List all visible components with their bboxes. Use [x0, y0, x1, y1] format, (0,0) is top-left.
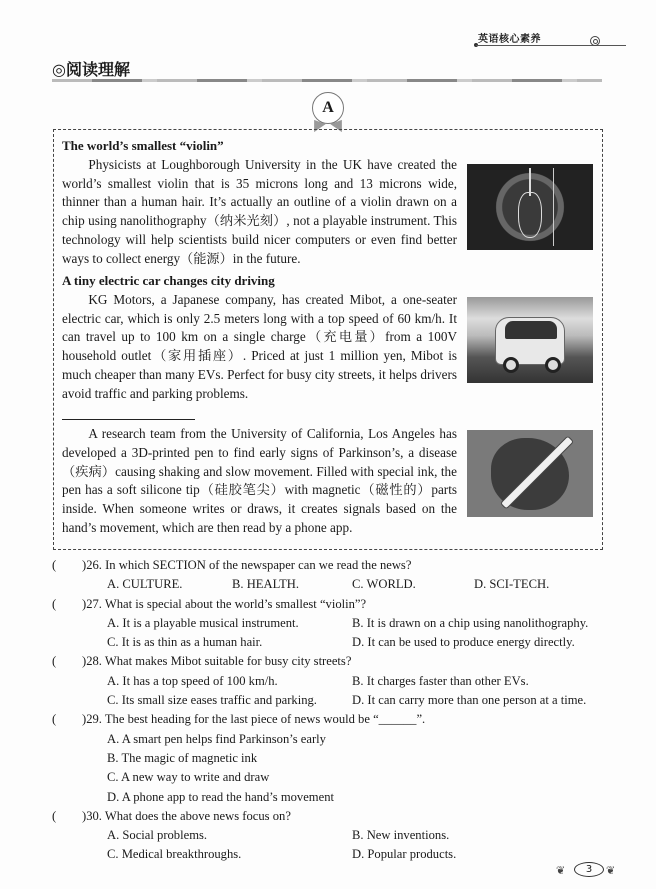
- option-b: B. HEALTH.: [232, 577, 300, 592]
- missing-heading-blank: [62, 419, 195, 420]
- article-body: Physicists at Loughborough University in the UK have created the world’s smallest violin that is 35 microns long and 13 microns wide, thinner than a human hair. It’s actually an outline of a violin drawn on a chip using nanolithography（纳米光刻）, not a playable instrument. This technology will help scientists build nicer computers or even find better ways to collect energy（能源）in the future.: [62, 156, 457, 266]
- question-list: [52, 556, 612, 865]
- question-stem: )28. What makes Mibot suitable for busy city streets?: [82, 654, 352, 669]
- violin-micrograph-image: [467, 164, 593, 250]
- page-number: 3: [574, 862, 604, 877]
- floral-ornament-icon: ❦: [556, 864, 566, 877]
- article-smart-pen: [62, 425, 457, 538]
- option-a: A. It has a top speed of 100 km/h.: [107, 673, 278, 688]
- option-d: D. It can carry more than one person at a time.: [352, 693, 587, 708]
- question-stem: )29. The best heading for the last piece of news would be “______”.: [82, 712, 426, 727]
- option-d: D. A phone app to read the hand’s movement: [107, 789, 334, 804]
- floral-ornament-icon: ❦: [606, 864, 616, 877]
- option-b: B. It charges faster than other EVs.: [352, 673, 529, 688]
- option-c: C. Its small size eases traffic and parking.: [107, 693, 317, 708]
- question-stem: )26. In which SECTION of the newspaper can we read the news?: [82, 558, 412, 572]
- section-divider: [52, 79, 602, 82]
- article-mibot: [62, 272, 457, 404]
- answer-blank[interactable]: (: [52, 654, 57, 669]
- option-c: C. Medical breakthroughs.: [107, 847, 242, 862]
- option-a: A. A smart pen helps find Parkinson’s early: [107, 731, 326, 746]
- article-heading: A tiny electric car changes city driving: [62, 273, 275, 288]
- option-d: D. SCI-TECH.: [474, 577, 550, 592]
- option-d: D. Popular products.: [352, 847, 457, 862]
- answer-blank[interactable]: (: [52, 596, 57, 611]
- passage-label-badge: A: [312, 92, 344, 124]
- question-26: [52, 556, 612, 575]
- mibot-car-image: [467, 297, 593, 383]
- swirl-ornament-icon: [590, 36, 600, 46]
- option-b: B. New inventions.: [352, 828, 450, 843]
- article-violin: [62, 137, 457, 269]
- option-a: A. Social problems.: [107, 828, 208, 843]
- option-b: B. The magic of magnetic ink: [107, 750, 258, 765]
- question-stem: )27. What is special about the world’s smallest “violin”?: [82, 596, 367, 611]
- option-d: D. It can be used to produce energy directly.: [352, 635, 575, 650]
- article-heading: The world’s smallest “violin”: [62, 138, 224, 153]
- option-c: C. It is as thin as a human hair.: [107, 635, 263, 650]
- header-rule: [476, 45, 626, 46]
- question-27: [52, 595, 612, 614]
- question-28: [52, 652, 612, 671]
- answer-blank[interactable]: (: [52, 808, 57, 823]
- option-c: C. WORLD.: [352, 577, 416, 592]
- option-b: B. It is drawn on a chip using nanolithography.: [352, 615, 589, 630]
- option-a: A. It is a playable musical instrument.: [107, 615, 299, 630]
- smart-pen-image: [467, 430, 593, 517]
- option-c: C. A new way to write and draw: [107, 770, 270, 785]
- question-stem: )30. What does the above news focus on?: [82, 808, 291, 823]
- answer-blank[interactable]: (: [52, 712, 57, 727]
- question-29: [52, 710, 612, 729]
- article-body: KG Motors, a Japanese company, has created Mibot, a one-seater electric car, which is only 2.5 meters long with a top speed of 60 km/h. It can travel up to 100 km on a single charge（充电量）from a 100V household outlet（家用插座）. Priced at just 1 million yen, Mibot is much cheaper than many EVs. Perfect for busy city streets, it helps drivers avoid traffic and parking problems.: [62, 291, 457, 401]
- section-title: ◎阅读理解: [52, 60, 130, 79]
- answer-blank[interactable]: (: [52, 558, 57, 572]
- question-30: [52, 807, 612, 826]
- book-title: 英语核心素养: [478, 34, 541, 45]
- article-body: A research team from the University of California, Los Angeles has developed a 3D-printed pen to find early signs of Parkinson’s, a disease（疾病）causing shaking and slow movement. Filled with special ink, the pen has a soft silicone tip（硅胶笔尖）with magnetic（磁性的）parts inside. When someone writes or draws, it creates signals based on the hand’s movement, which are then read by a phone app.: [62, 426, 457, 535]
- option-a: A. CULTURE.: [107, 577, 183, 592]
